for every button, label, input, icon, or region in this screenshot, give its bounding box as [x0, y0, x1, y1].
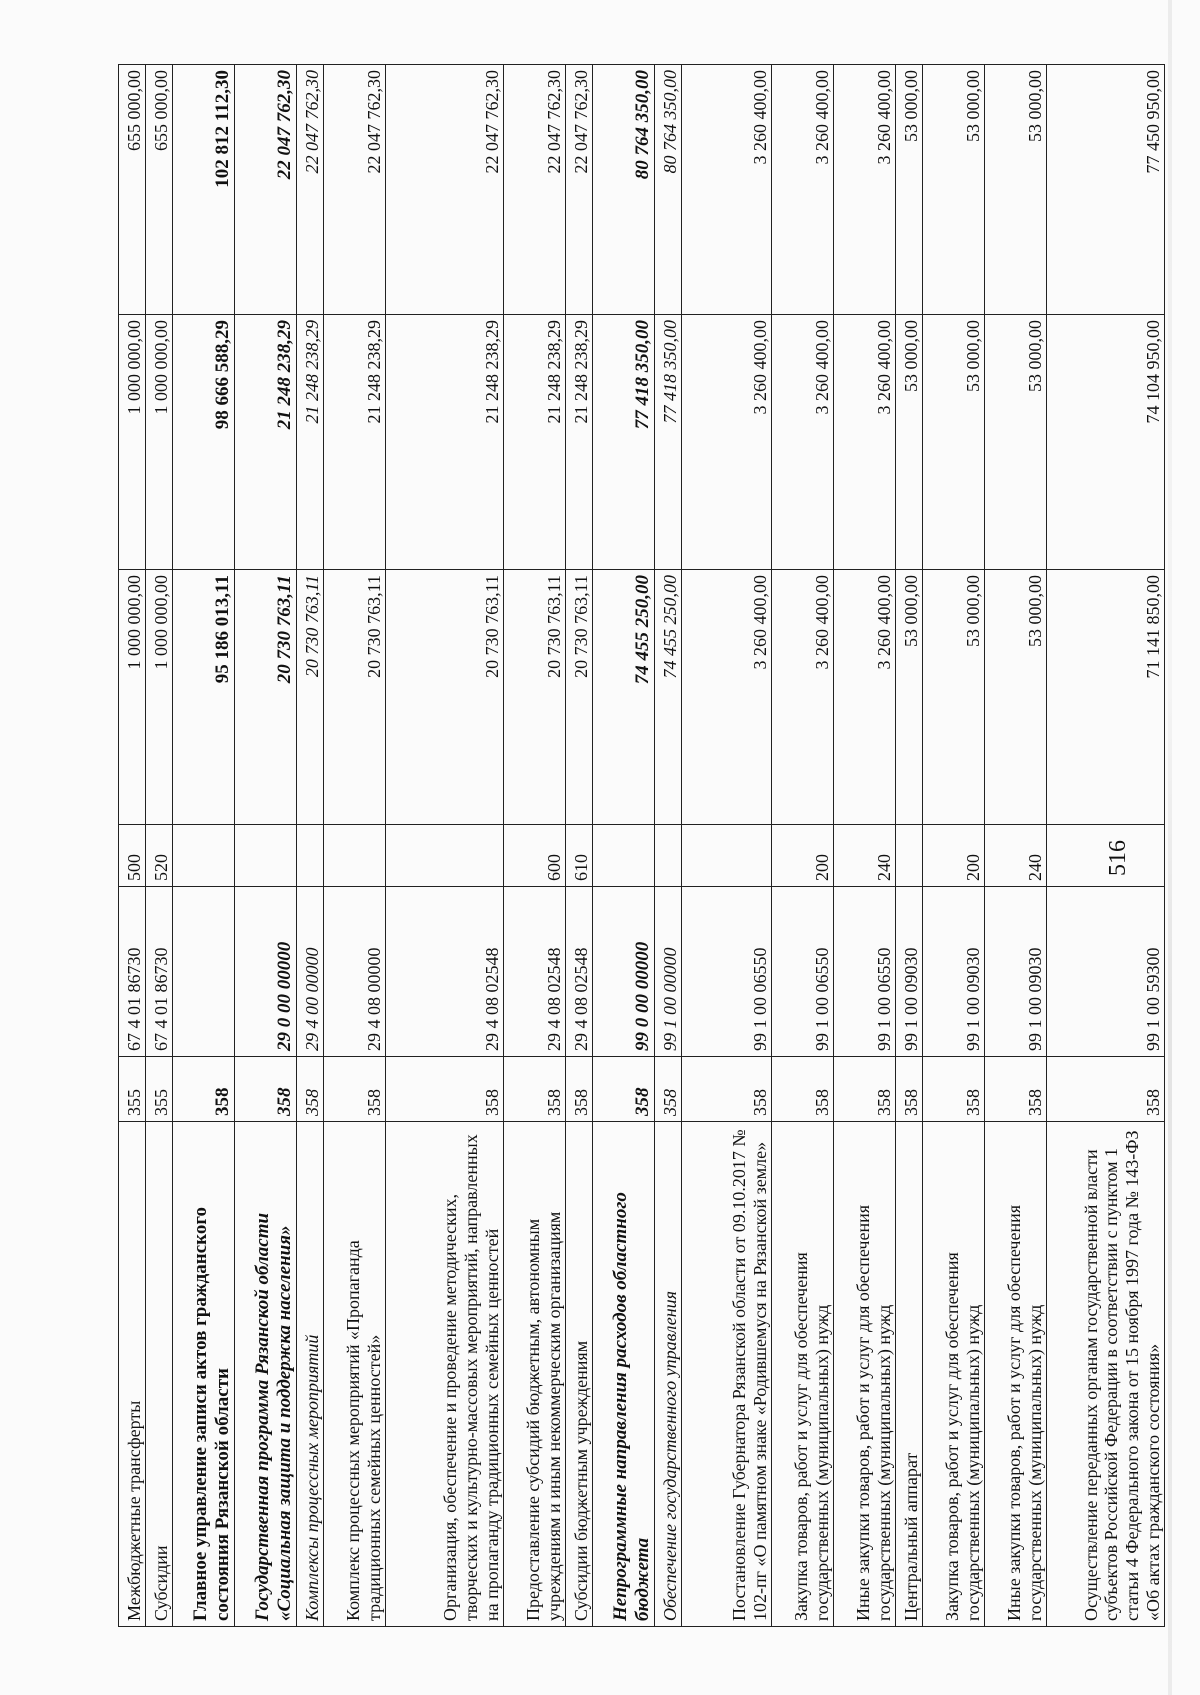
ministry-code-cell: 355	[119, 1057, 146, 1122]
expense-type-cell	[593, 825, 655, 887]
expense-type-cell: 200	[923, 825, 985, 887]
table-row	[566, 65, 593, 1627]
table-row	[504, 65, 566, 1627]
expense-type-cell: 520	[146, 825, 173, 887]
amount-year-2-cell: 74 104 950,00	[1047, 315, 1165, 570]
amount-year-3-cell: 22 047 762,30	[566, 65, 593, 315]
target-article-cell: 99 1 00 06550	[682, 887, 772, 1057]
amount-year-3-cell: 22 047 762,30	[297, 65, 324, 315]
table-row	[119, 65, 146, 1627]
amount-year-3-cell: 102 812 112,30	[173, 65, 235, 315]
ministry-code-cell: 358	[504, 1057, 566, 1122]
amount-year-1-cell: 1 000 000,00	[119, 570, 146, 825]
expense-type-cell	[386, 825, 504, 887]
expense-name-cell: Комплекс процессных мероприятий «Пропаганда традиционных семейных ценностей»	[324, 1122, 386, 1627]
table-row	[235, 65, 297, 1627]
amount-year-3-cell: 22 047 762,30	[235, 65, 297, 315]
amount-year-2-cell: 53 000,00	[923, 315, 985, 570]
amount-year-1-cell: 20 730 763,11	[566, 570, 593, 825]
amount-year-1-cell: 20 730 763,11	[235, 570, 297, 825]
expense-type-cell	[173, 825, 235, 887]
table-row	[923, 65, 985, 1627]
table-row	[834, 65, 896, 1627]
target-article-cell: 99 1 00 09030	[923, 887, 985, 1057]
target-article-cell: 99 1 00 06550	[772, 887, 834, 1057]
expense-name-cell: Иные закупки товаров, работ и услуг для обеспечения государственных (муниципальных) нужд	[834, 1122, 896, 1627]
amount-year-2-cell: 1 000 000,00	[119, 315, 146, 570]
table-row	[297, 65, 324, 1627]
amount-year-1-cell: 53 000,00	[896, 570, 923, 825]
table-row	[173, 65, 235, 1627]
expense-type-cell: 500	[119, 825, 146, 887]
target-article-cell: 29 4 08 02548	[566, 887, 593, 1057]
expense-name-cell: Непрограммные направления расходов областного бюджета	[593, 1122, 655, 1627]
target-article-cell: 99 0 00 00000	[593, 887, 655, 1057]
expense-type-cell: 600	[504, 825, 566, 887]
amount-year-2-cell: 3 260 400,00	[682, 315, 772, 570]
amount-year-2-cell: 21 248 238,29	[566, 315, 593, 570]
amount-year-3-cell: 80 764 350,00	[593, 65, 655, 315]
expense-name-cell: Иные закупки товаров, работ и услуг для обеспечения государственных (муниципальных) нужд	[985, 1122, 1047, 1627]
table-row	[1047, 65, 1165, 1627]
expense-name-cell: Закупка товаров, работ и услуг для обеспечения государственных (муниципальных) нужд	[923, 1122, 985, 1627]
ministry-code-cell: 358	[896, 1057, 923, 1122]
amount-year-3-cell: 655 000,00	[119, 65, 146, 315]
amount-year-1-cell: 1 000 000,00	[146, 570, 173, 825]
expense-name-cell: Осуществление переданных органам государственной власти субъектов Российской Федерации в соответствии с пунктом 1 статьи 4 Федерального закона от 15 ноября 1997 года № 143-ФЗ «Об актах гражданского состояния»	[1047, 1122, 1165, 1627]
table-row	[593, 65, 655, 1627]
expense-type-cell: 240	[985, 825, 1047, 887]
amount-year-2-cell: 3 260 400,00	[834, 315, 896, 570]
amount-year-2-cell: 21 248 238,29	[386, 315, 504, 570]
expense-type-cell	[297, 825, 324, 887]
amount-year-2-cell: 21 248 238,29	[297, 315, 324, 570]
target-article-cell: 99 1 00 59300	[1047, 887, 1165, 1057]
amount-year-1-cell: 20 730 763,11	[504, 570, 566, 825]
expense-name-cell: Субсидии	[146, 1122, 173, 1627]
target-article-cell: 99 1 00 06550	[834, 887, 896, 1057]
expense-name-cell: Предоставление субсидий бюджетным, автономным учреждениям и иным некоммерческим организациям	[504, 1122, 566, 1627]
amount-year-3-cell: 22 047 762,30	[386, 65, 504, 315]
amount-year-3-cell: 53 000,00	[923, 65, 985, 315]
amount-year-3-cell: 22 047 762,30	[504, 65, 566, 315]
amount-year-3-cell: 53 000,00	[896, 65, 923, 315]
table-row	[772, 65, 834, 1627]
ministry-code-cell: 358	[324, 1057, 386, 1122]
expense-type-cell	[235, 825, 297, 887]
ministry-code-cell: 358	[297, 1057, 324, 1122]
amount-year-1-cell: 74 455 250,00	[593, 570, 655, 825]
amount-year-2-cell: 77 418 350,00	[593, 315, 655, 570]
amount-year-1-cell: 20 730 763,11	[324, 570, 386, 825]
amount-year-3-cell: 80 764 350,00	[655, 65, 682, 315]
amount-year-2-cell: 53 000,00	[896, 315, 923, 570]
target-article-cell: 29 0 00 00000	[235, 887, 297, 1057]
amount-year-2-cell: 3 260 400,00	[772, 315, 834, 570]
table-row	[896, 65, 923, 1627]
target-article-cell: 29 4 08 02548	[386, 887, 504, 1057]
expense-name-cell: Обеспечение государственного управления	[655, 1122, 682, 1627]
target-article-cell: 99 1 00 00000	[655, 887, 682, 1057]
amount-year-1-cell: 20 730 763,11	[386, 570, 504, 825]
expense-name-cell: Организация, обеспечение и проведение методических, творческих и культурно-массовых мероприятий, направленных на пропаганду традиционных семейных ценностей	[386, 1122, 504, 1627]
ministry-code-cell: 358	[173, 1057, 235, 1122]
expense-type-cell: 200	[772, 825, 834, 887]
table-row	[324, 65, 386, 1627]
amount-year-2-cell: 21 248 238,29	[504, 315, 566, 570]
amount-year-1-cell: 3 260 400,00	[682, 570, 772, 825]
target-article-cell: 29 4 00 00000	[297, 887, 324, 1057]
ministry-code-cell: 355	[146, 1057, 173, 1122]
ministry-code-cell: 358	[235, 1057, 297, 1122]
expense-name-cell: Закупка товаров, работ и услуг для обеспечения государственных (муниципальных) нужд	[772, 1122, 834, 1627]
table-row	[682, 65, 772, 1627]
ministry-code-cell: 358	[682, 1057, 772, 1122]
amount-year-3-cell: 22 047 762,30	[324, 65, 386, 315]
budget-table	[118, 64, 1165, 1627]
target-article-cell: 29 4 08 02548	[504, 887, 566, 1057]
ministry-code-cell: 358	[593, 1057, 655, 1122]
amount-year-2-cell: 1 000 000,00	[146, 315, 173, 570]
expense-name-cell: Государственная программа Рязанской области «Социальная защита и поддержка населения»	[235, 1122, 297, 1627]
target-article-cell: 99 1 00 09030	[896, 887, 923, 1057]
expense-name-cell: Субсидии бюджетным учреждениям	[566, 1122, 593, 1627]
expense-type-cell	[682, 825, 772, 887]
ministry-code-cell: 358	[1047, 1057, 1165, 1122]
expense-name-cell: Центральный аппарат	[896, 1122, 923, 1627]
amount-year-1-cell: 20 730 763,11	[297, 570, 324, 825]
ministry-code-cell: 358	[566, 1057, 593, 1122]
amount-year-1-cell: 74 455 250,00	[655, 570, 682, 825]
ministry-code-cell: 358	[985, 1057, 1047, 1122]
target-article-cell	[173, 887, 235, 1057]
table-row	[146, 65, 173, 1627]
amount-year-2-cell: 21 248 238,29	[235, 315, 297, 570]
ministry-code-cell: 358	[386, 1057, 504, 1122]
page-number: 516	[1105, 840, 1131, 876]
amount-year-3-cell: 53 000,00	[985, 65, 1047, 315]
ministry-code-cell: 358	[923, 1057, 985, 1122]
expense-type-cell	[324, 825, 386, 887]
amount-year-1-cell: 53 000,00	[985, 570, 1047, 825]
target-article-cell: 29 4 08 00000	[324, 887, 386, 1057]
expense-type-cell	[655, 825, 682, 887]
table-row	[386, 65, 504, 1627]
target-article-cell: 67 4 01 86730	[119, 887, 146, 1057]
budget-table-body	[119, 65, 1165, 1627]
amount-year-3-cell: 3 260 400,00	[834, 65, 896, 315]
expense-type-cell: 610	[566, 825, 593, 887]
amount-year-1-cell: 71 141 850,00	[1047, 570, 1165, 825]
ministry-code-cell: 358	[655, 1057, 682, 1122]
amount-year-1-cell: 95 186 013,11	[173, 570, 235, 825]
amount-year-2-cell: 77 418 350,00	[655, 315, 682, 570]
expense-type-cell: 240	[834, 825, 896, 887]
amount-year-3-cell: 655 000,00	[146, 65, 173, 315]
expense-name-cell: Межбюджетные трансферты	[119, 1122, 146, 1627]
table-row	[655, 65, 682, 1627]
amount-year-2-cell: 98 666 588,29	[173, 315, 235, 570]
amount-year-2-cell: 21 248 238,29	[324, 315, 386, 570]
ministry-code-cell: 358	[772, 1057, 834, 1122]
expense-name-cell: Комплексы процессных мероприятий	[297, 1122, 324, 1627]
target-article-cell: 67 4 01 86730	[146, 887, 173, 1057]
amount-year-3-cell: 3 260 400,00	[772, 65, 834, 315]
target-article-cell: 99 1 00 09030	[985, 887, 1047, 1057]
amount-year-2-cell: 53 000,00	[985, 315, 1047, 570]
expense-type-cell	[1047, 825, 1165, 887]
ministry-code-cell: 358	[834, 1057, 896, 1122]
expense-name-cell: Постановление Губернатора Рязанской области от 09.10.2017 № 102-пг «О памятном знаке «Родившемуся на Рязанской земле»	[682, 1122, 772, 1627]
amount-year-1-cell: 3 260 400,00	[834, 570, 896, 825]
expense-name-cell: Главное управление записи актов гражданского состояния Рязанской области	[173, 1122, 235, 1627]
expense-type-cell	[896, 825, 923, 887]
table-row	[985, 65, 1047, 1627]
amount-year-1-cell: 3 260 400,00	[772, 570, 834, 825]
amount-year-3-cell: 77 450 950,00	[1047, 65, 1165, 315]
amount-year-3-cell: 3 260 400,00	[682, 65, 772, 315]
amount-year-1-cell: 53 000,00	[923, 570, 985, 825]
